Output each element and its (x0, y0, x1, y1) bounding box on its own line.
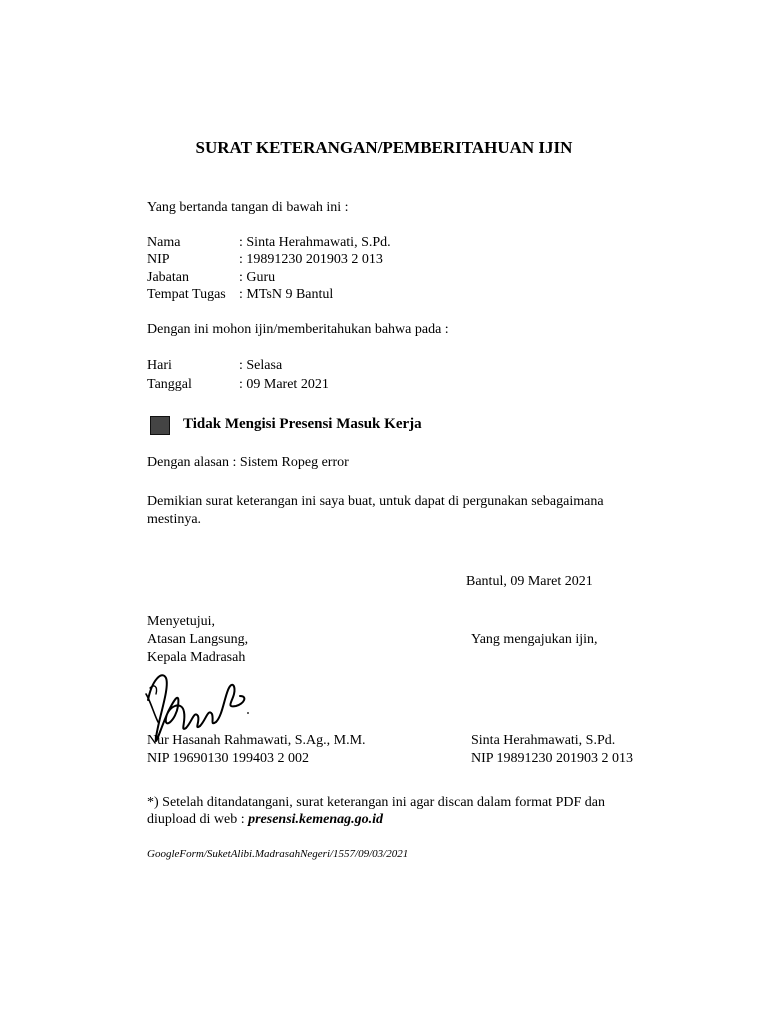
value-nama: : Sinta Herahmawati, S.Pd. (239, 235, 391, 250)
applicant-nip: NIP 19891230 201903 2 013 (471, 751, 634, 766)
approver-name: Nur Hasanah Rahmawati, S.Ag., M.M. (147, 733, 366, 748)
request-text: Dengan ini mohon ijin/memberitahukan bahwa pada : (147, 322, 449, 337)
applicant-line-1: Yang mengajukan ijin, (471, 632, 598, 647)
value-jabatan: : Guru (239, 270, 276, 285)
label-nama: Nama (147, 235, 181, 250)
note-line-1: *) Setelah ditandatangani, surat keterangan ini agar discan dalam format PDF dan (147, 795, 605, 810)
option-label: Tidak Mengisi Presensi Masuk Kerja (183, 416, 422, 432)
approver-line-3: Kepala Madrasah (147, 650, 246, 665)
presensi-link[interactable]: presensi.kemenag.go.id (248, 812, 384, 827)
intro-text: Yang bertanda tangan di bawah ini : (147, 200, 349, 215)
approver-line-1: Menyetujui, (147, 614, 216, 629)
letter-title: SURAT KETERANGAN/PEMBERITAHUAN IJIN (195, 138, 573, 157)
value-hari: : Selasa (239, 358, 283, 373)
ink-dot (247, 712, 249, 714)
reason-text: Dengan alasan : Sistem Ropeg error (147, 455, 349, 470)
value-tanggal: : 09 Maret 2021 (239, 377, 329, 392)
option-checkbox (150, 416, 170, 435)
label-hari: Hari (147, 358, 172, 373)
closing-line-1: Demikian surat keterangan ini saya buat, untuk dapat di pergunakan sebagaimana (147, 494, 604, 509)
footer-reference: GoogleForm/SuketAlibi.MadrasahNegeri/1557/09/03/2021 (147, 848, 409, 860)
label-tempat-tugas: Tempat Tugas (147, 287, 226, 302)
value-nip: : 19891230 201903 2 013 (239, 252, 383, 267)
value-tempat-tugas: : MTsN 9 Bantul (239, 287, 334, 302)
approver-line-2: Atasan Langsung, (147, 632, 249, 647)
place-date: Bantul, 09 Maret 2021 (466, 574, 593, 589)
label-nip: NIP (147, 252, 170, 267)
label-jabatan: Jabatan (147, 270, 189, 285)
applicant-name: Sinta Herahmawati, S.Pd. (471, 733, 616, 748)
closing-line-2: mestinya. (147, 512, 202, 527)
label-tanggal: Tanggal (147, 377, 192, 392)
approver-nip: NIP 19690130 199403 2 002 (147, 751, 310, 766)
note-line-2 (147, 811, 383, 829)
note-prefix: diupload di web : (147, 812, 249, 827)
